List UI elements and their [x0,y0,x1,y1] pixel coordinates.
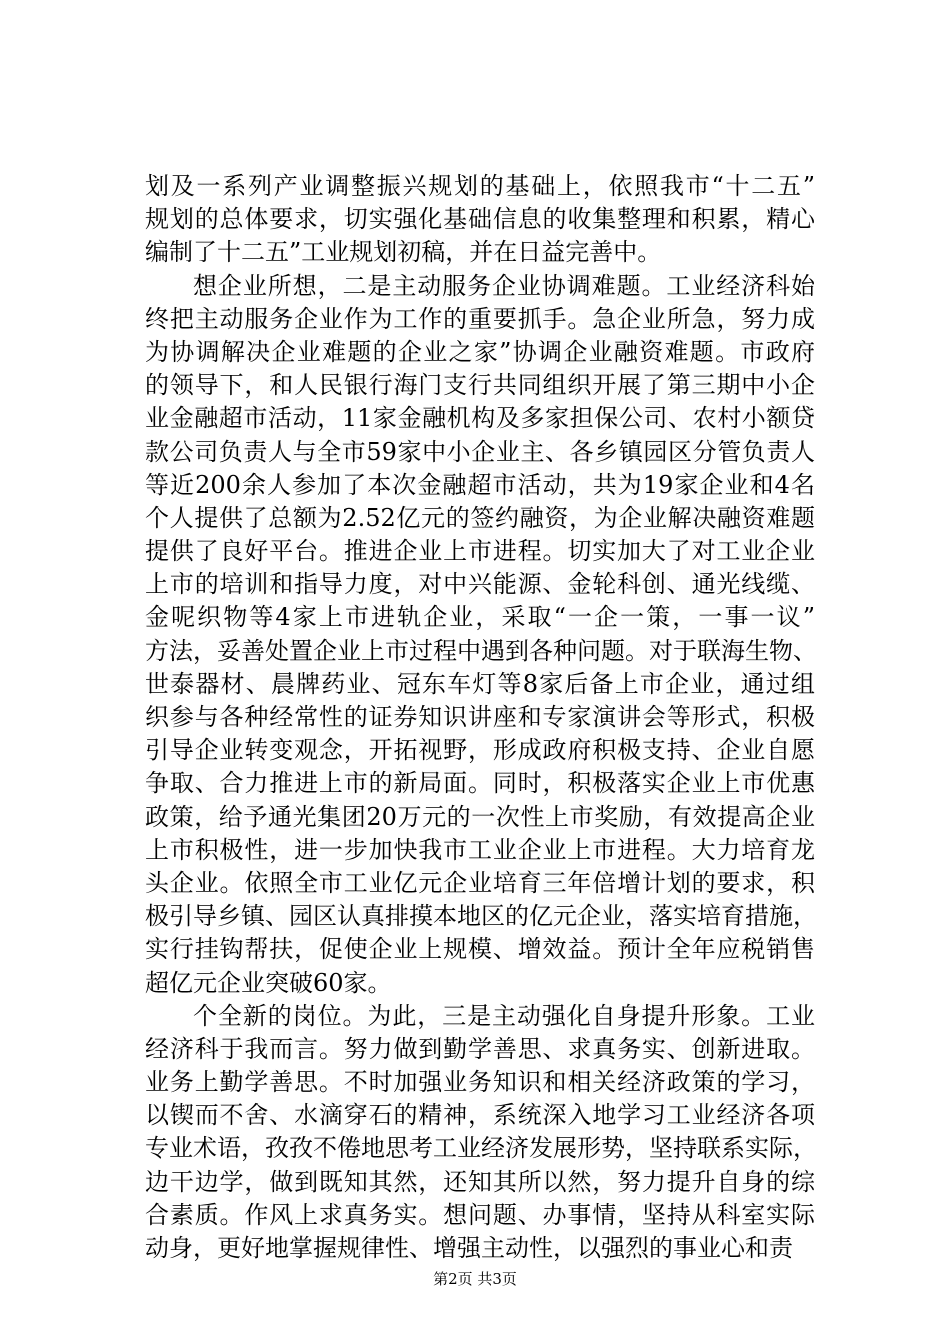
text-line: 头企业。依照全市工业亿元企业培育三年倍增计划的要求，积 [145,868,815,897]
text-line: 经济科于我而言。努力做到勤学善思、求真务实、创新进取。 [145,1034,815,1063]
page-number-footer: 第2页 共3页 [433,1270,517,1288]
text-line: 织参与各种经常性的证券知识讲座和专家演讲会等形式，积极 [145,703,815,731]
text-line: 合素质。作风上求真务实。想问题、办事情，坚持从科室实际 [145,1200,815,1229]
text-line: 动身，更好地掌握规律性、增强主动性，以强烈的事业心和责 [145,1234,793,1262]
text-line: 款公司负责人与全市59家中小企业主、各乡镇园区分管负责人 [145,437,815,466]
text-line: 等近200余人参加了本次金融超市活动，共为19家企业和4名 [145,470,815,499]
text-line: 规划的总体要求，切实强化基础信息的收集整理和积累，精心 [145,205,815,234]
text-line: 想企业所想，二是主动服务企业协调难题。工业经济科始 [193,271,815,300]
text-line: 极引导乡镇、园区认真排摸本地区的亿元企业，落实培育措施， [145,902,817,931]
text-line: 引导企业转变观念，开拓视野，形成政府积极支持、企业自愿 [145,736,815,765]
text-line: 争取、合力推进上市的新局面。同时，积极落实企业上市优惠 [145,769,815,798]
text-line: 专业术语，孜孜不倦地思考工业经济发展形势，坚持联系实际， [145,1134,817,1163]
text-line: 政策，给予通光集团20万元的一次性上市奖励，有效提高企业 [145,802,815,831]
text-line: 金呢织物等4家上市进轨企业，采取“一企一策，一事一议” [145,603,815,632]
text-line: 划及一系列产业调整振兴规划的基础上，依照我市“十二五” [145,172,815,200]
text-line: 上市积极性，进一步加快我市工业企业上市进程。大力培育龙 [145,835,815,864]
paragraph-2 [145,270,815,1000]
text-line: 方法，妥善处置企业上市过程中遇到各种问题。对于联海生物、 [145,636,817,665]
text-line: 实行挂钩帮扶，促使企业上规模、增效益。预计全年应税销售 [145,935,815,964]
text-line: 个全新的岗位。为此，三是主动强化自身提升形象。工业 [193,1001,815,1030]
text-line: 为协调解决企业难题的企业之家”协调企业融资难题。市政府 [145,337,815,366]
text-line: 提供了良好平台。推进企业上市进程。切实加大了对工业企业 [145,537,815,566]
document-body [145,170,815,1265]
text-line: 上市的培训和指导力度，对中兴能源、金轮科创、通光线缆、 [145,570,815,599]
paragraph-1 [145,170,815,270]
text-line: 世泰器材、晨牌药业、冠东车灯等8家后备上市企业，通过组 [145,669,815,698]
text-line: 边干边学，做到既知其然，还知其所以然，努力提升自身的综 [145,1167,815,1196]
text-line: 以锲而不舍、水滴穿石的精神，系统深入地学习工业经济各项 [145,1101,815,1130]
text-line: 超亿元企业突破60家。 [145,968,392,997]
text-line: 业务上勤学善思。不时加强业务知识和相关经济政策的学习， [145,1068,815,1097]
text-line: 编制了十二五”工业规划初稿，并在日益完善中。 [145,238,662,267]
text-line: 业金融超市活动，11家金融机构及多家担保公司、农村小额贷 [145,404,815,433]
text-line: 个人提供了总额为2.52亿元的签约融资，为企业解决融资难题 [145,503,815,532]
paragraph-3 [145,1000,815,1266]
text-line: 终把主动服务企业作为工作的重要抓手。急企业所急，努力成 [145,304,815,333]
text-line: 的领导下，和人民银行海门支行共同组织开展了第三期中小企 [145,371,815,400]
